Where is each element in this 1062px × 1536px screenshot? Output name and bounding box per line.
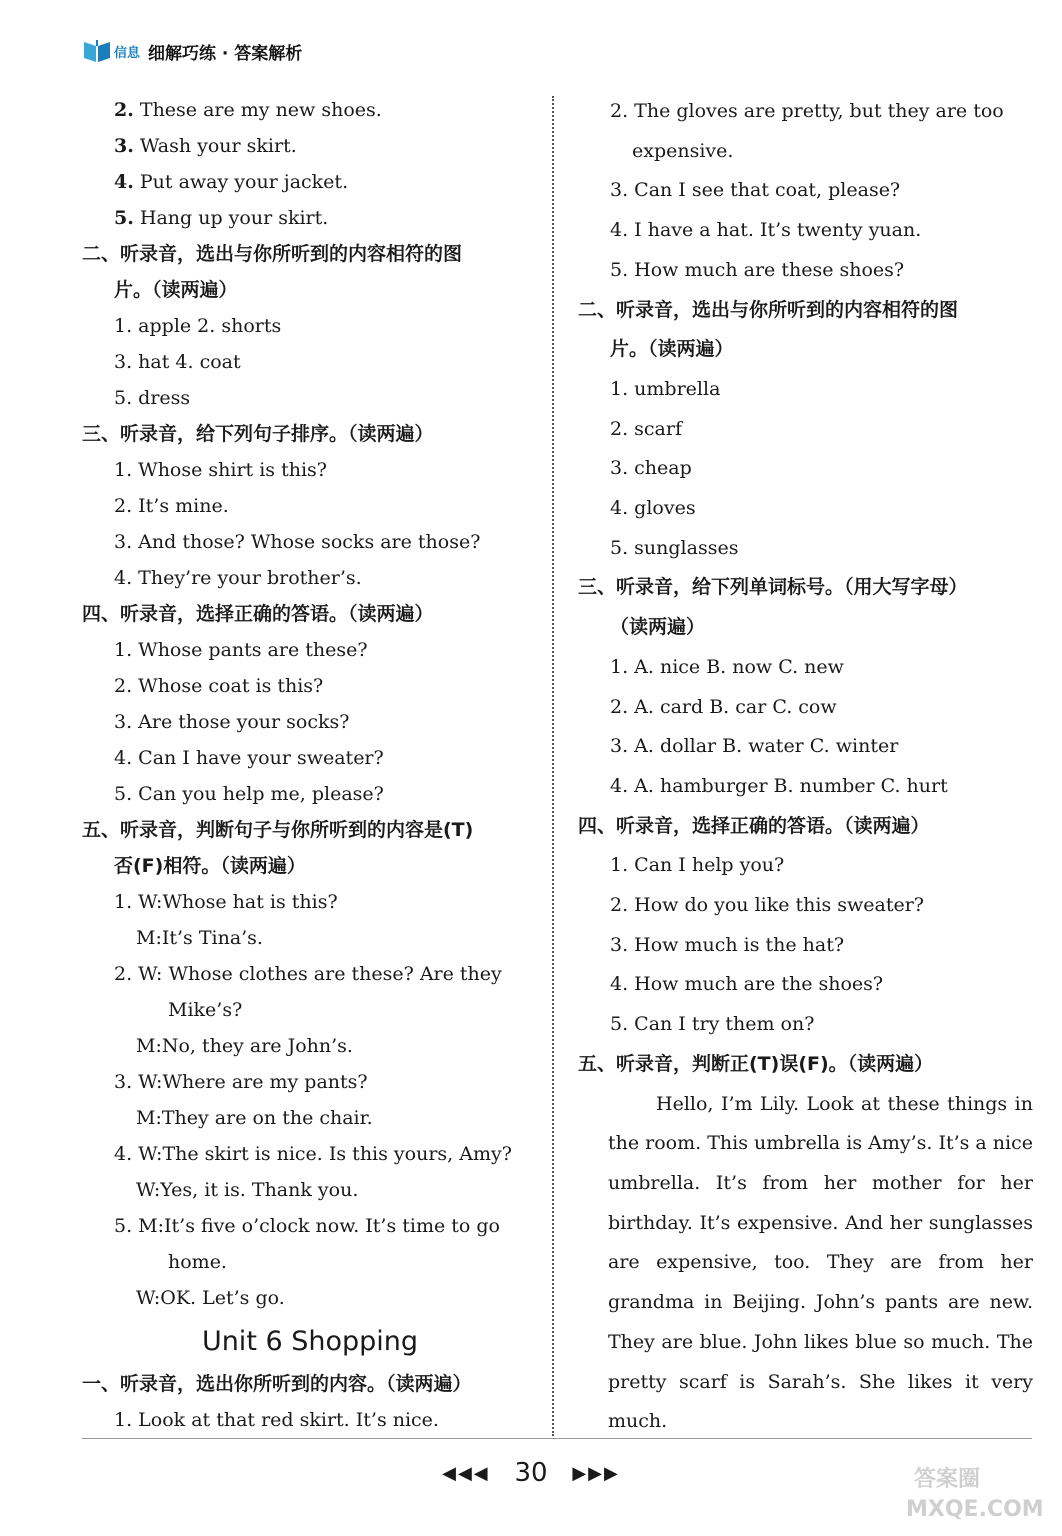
list-item: 4. A. hamburger B. number C. hurt <box>610 774 948 797</box>
section-heading: 片。（读两遍） <box>114 279 238 301</box>
section-heading: 四、听录音，选择正确的答语。（读两遍） <box>578 814 930 837</box>
list-item: 4. They’re your brother’s. <box>114 567 362 589</box>
list-item: 1. apple 2. shorts <box>114 315 282 337</box>
list-item: 4. gloves <box>610 497 696 520</box>
list-item: 4. I have a hat. It’s twenty yuan. <box>610 219 922 242</box>
list-item: 5. Can you help me, please? <box>114 783 384 805</box>
list-item: 2. Whose coat is this? <box>114 675 324 697</box>
footer-rule <box>82 1438 1032 1439</box>
right-column <box>578 92 1033 1442</box>
page-number: 30 <box>514 1458 548 1488</box>
watermark-logo <box>894 1456 1044 1526</box>
list-item: 3. How much is the hat? <box>610 933 845 956</box>
list-item: 5. Hang up your skirt. <box>114 207 329 229</box>
list-item: 2. A. card B. car C. cow <box>610 695 837 718</box>
section-heading: 二、听录音，选出与你所听到的内容相符的图 <box>578 298 959 321</box>
list-item: 4. How much are the shoes? <box>610 973 884 996</box>
list-item: 3. Are those your socks? <box>114 711 350 733</box>
dialogue-line: M:No, they are John’s. <box>136 1035 353 1057</box>
book-logo-icon <box>82 38 112 64</box>
dialogue-line: home. <box>168 1251 227 1273</box>
left-column <box>82 92 538 1438</box>
header-title: 细解巧练 · 答案解析 <box>148 43 303 64</box>
prev-arrows-icon: ◀◀◀ <box>442 1463 490 1484</box>
passage-paragraph: Hello, I’m Lily. Look at these things in the room. This umbrella is Amy’s. It’s a nice umbrella. It’s from her mother for her birthday. It’s expensive. And her sunglasses are expensive, too. They are from her grandma in Beijing. John’s pants are new. They are blue. John likes blue so much. The pretty scarf is Sarah’s. She likes it very much. <box>608 1092 1033 1433</box>
list-item: 1. Whose shirt is this? <box>114 459 327 481</box>
section-heading: 四、听录音，选择正确的答语。（读两遍） <box>82 603 434 625</box>
section-heading: 片。（读两遍） <box>610 338 734 361</box>
unit-title: Unit 6 Shopping <box>201 1326 419 1357</box>
dialogue-line: M:It’s Tina’s. <box>136 927 263 949</box>
watermark-line1: 答案圈 <box>914 1467 981 1492</box>
list-item: 1. Can I help you? <box>610 854 785 877</box>
logo <box>82 38 140 64</box>
next-arrows-icon: ▶▶▶ <box>572 1463 620 1484</box>
list-item: 1. Whose pants are these? <box>114 639 368 661</box>
list-item: expensive. <box>632 139 734 162</box>
list-item: 3. A. dollar B. water C. winter <box>610 735 899 758</box>
list-item: 5. How much are these shoes? <box>610 258 905 281</box>
section-heading: （读两遍） <box>610 616 706 639</box>
list-item: 2. scarf <box>610 417 683 440</box>
list-item: 3. cheap <box>610 457 692 480</box>
dialogue-line: 2. W: Whose clothes are these? Are they <box>114 963 502 985</box>
watermark-line2: MXQE.COM <box>906 1497 1044 1522</box>
dialogue-line: M:They are on the chair. <box>136 1107 373 1129</box>
dialogue-line: W:Yes, it is. Thank you. <box>136 1179 359 1201</box>
list-item: 2. How do you like this sweater? <box>610 894 924 917</box>
section-heading: 二、听录音，选出与你所听到的内容相符的图 <box>82 243 463 265</box>
list-item: 2. The gloves are pretty, but they are too <box>610 100 1004 122</box>
list-item: 1. umbrella <box>610 377 721 400</box>
section-heading: 三、听录音，给下列句子排序。（读两遍） <box>82 423 434 445</box>
dialogue-line: 4. W:The skirt is nice. Is this yours, Amy? <box>114 1143 512 1165</box>
list-item: 3. Wash your skirt. <box>114 135 297 157</box>
section-heading: 五、听录音，判断句子与你所听到的内容是(T) <box>82 819 474 841</box>
list-item: 4. Put away your jacket. <box>114 171 349 193</box>
list-item: 3. And those? Whose socks are those? <box>114 531 481 553</box>
column-divider <box>552 96 554 1436</box>
list-item: 4. Can I have your sweater? <box>114 747 384 769</box>
page-header <box>82 34 302 68</box>
list-item: 2. These are my new shoes. <box>114 99 382 121</box>
list-item: 5. sunglasses <box>610 536 739 559</box>
list-item: 5. dress <box>114 387 191 409</box>
list-item: 1. Look at that red skirt. It’s nice. <box>114 1409 439 1431</box>
dialogue-line: Mike’s? <box>168 999 243 1021</box>
dialogue-line: 1. W:Whose hat is this? <box>114 891 338 913</box>
list-item: 1. A. nice B. now C. new <box>610 655 844 678</box>
logo-text: 信息 <box>114 45 141 61</box>
section-heading: 一、听录音，选出你所听到的内容。（读两遍） <box>82 1373 472 1395</box>
section-heading: 否(F)相符。（读两遍） <box>114 855 306 877</box>
list-item: 3. hat 4. coat <box>114 351 241 373</box>
dialogue-line: W:OK. Let’s go. <box>136 1287 285 1309</box>
section-heading: 三、听录音，给下列单词标号。（用大写字母） <box>578 576 968 599</box>
list-item: 2. It’s mine. <box>114 495 229 517</box>
dialogue-line: 3. W:Where are my pants? <box>114 1071 368 1093</box>
list-item: 3. Can I see that coat, please? <box>610 179 901 202</box>
list-item: 5. Can I try them on? <box>610 1013 815 1036</box>
dialogue-line: 5. M:It’s five o’clock now. It’s time to go <box>114 1215 500 1237</box>
section-heading: 五、听录音，判断正(T)误(F)。（读两遍） <box>578 1052 934 1075</box>
